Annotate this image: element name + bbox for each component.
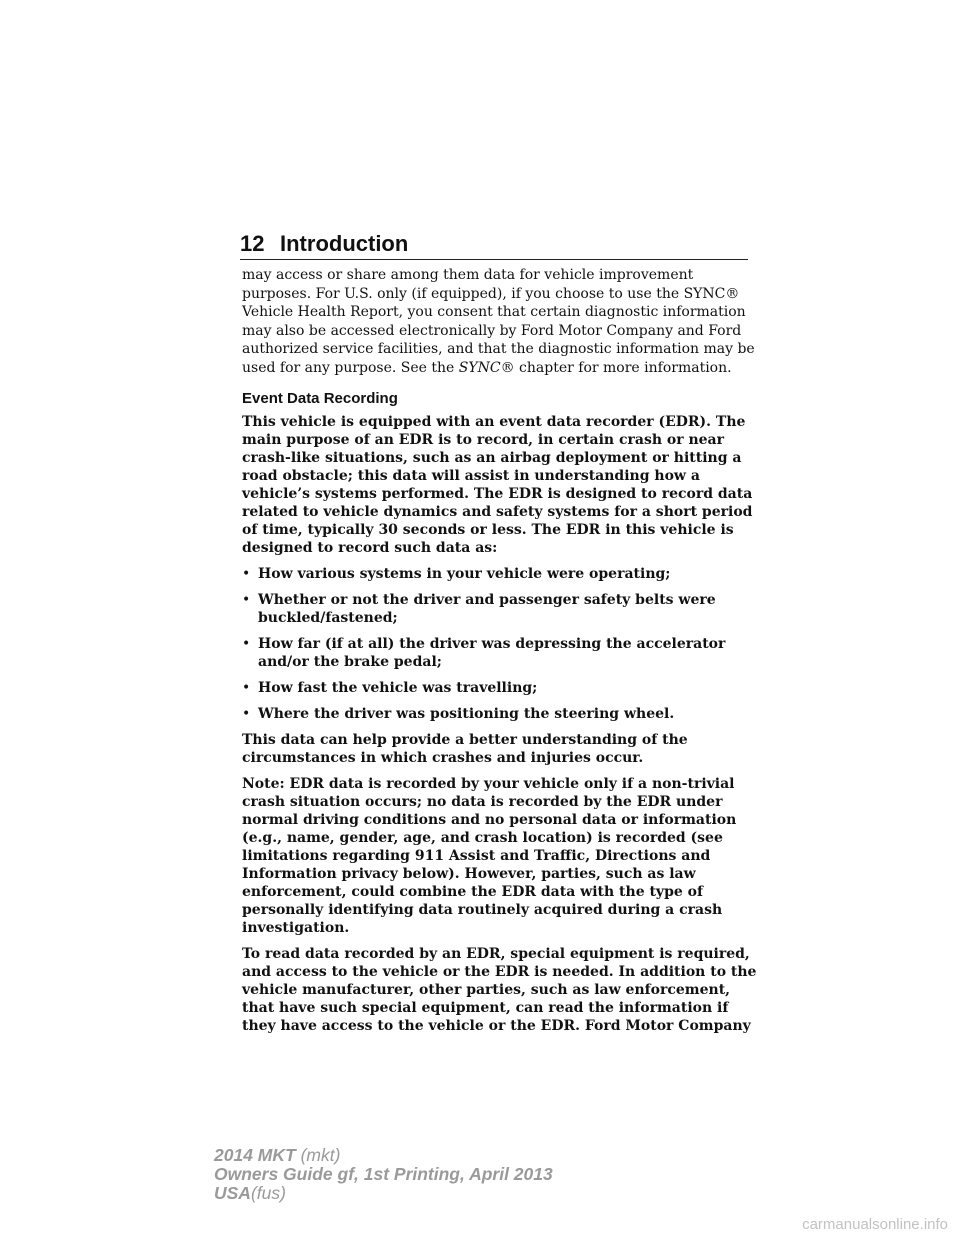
bullet-icon: •	[242, 565, 251, 582]
edr-paragraph-4: To read data recorded by an EDR, special equipment is required, and access to the vehicle or the EDR is needed. In addition to the vehicle manufacturer, other parties, such as law enforcement, that have such special equipment, can read the information if they have access to the vehicle or the EDR. Ford Motor Company	[242, 945, 757, 1034]
event-data-recording-heading: Event Data Recording	[242, 389, 398, 407]
section-title: Introduction	[280, 231, 409, 256]
list-item: • How fast the vehicle was travelling;	[242, 679, 538, 696]
page-number: 12	[240, 231, 265, 256]
page-header	[240, 229, 748, 260]
edr-note-paragraph: Note: EDR data is recorded by your vehicle only if a non-trivial crash situation occurs; no data is recorded by the EDR under normal driving conditions and no personal data or information (e.g., name, gender, age, and crash location) is recorded (see limitations regarding 911 Assist and Traffic, Directions and Information privacy below). However, parties, such as law enforcement, could combine the EDR data with the type of personally identifying data routinely acquired during a crash investigation.	[242, 775, 737, 936]
watermark: carmanualsonline.info	[802, 1216, 948, 1233]
document-footer	[214, 1146, 553, 1203]
bullet-icon: •	[242, 635, 251, 652]
bullet-icon: •	[242, 591, 251, 608]
list-item: • Whether or not the driver and passenger safety belts were buckled/fastened;	[242, 591, 716, 626]
sync-reference: SYNC®	[458, 359, 515, 376]
intro-text-end: chapter for more information.	[514, 359, 732, 376]
edr-paragraph-1: This vehicle is equipped with an event data recorder (EDR). The main purpose of an EDR is to record, in certain crash or near crash-like situations, such as an airbag deployment or hitting a road obstacle; this data will assist in understanding how a vehicle’s systems performed. The EDR is designed to record data related to vehicle dynamics and safety systems for a short period of time, typically 30 seconds or less. The EDR in this vehicle is designed to record such data as:	[242, 413, 753, 556]
bullet-icon: •	[242, 679, 251, 696]
footer-line-market: USA(fus)	[214, 1183, 286, 1203]
list-item: • Where the driver was positioning the steering wheel.	[242, 705, 675, 722]
list-item: • How various systems in your vehicle were operating;	[242, 565, 671, 582]
bullet-icon: •	[242, 705, 251, 722]
page-content	[242, 266, 762, 1043]
edr-bullet-list	[242, 565, 762, 723]
edr-paragraph-2: This data can help provide a better understanding of the circumstances in which crashes and injuries occur.	[242, 731, 688, 766]
intro-text: may access or share among them data for vehicle improvement purposes. For U.S. only (if equipped), if you choose to use the SYNC® Vehicle Health Report, you consent that certain diagnostic information may also be accessed electronically by Ford Motor Company and Ford authorized service facilities, and that the diagnostic information may be used for any purpose. See the	[242, 267, 755, 376]
intro-paragraph	[242, 266, 762, 378]
footer-line-printing: Owners Guide gf, 1st Printing, April 2013	[214, 1164, 553, 1184]
list-item: • How far (if at all) the driver was depressing the accelerator and/or the brake pedal;	[242, 635, 726, 670]
footer-line-model: 2014 MKT (mkt)	[214, 1145, 341, 1165]
